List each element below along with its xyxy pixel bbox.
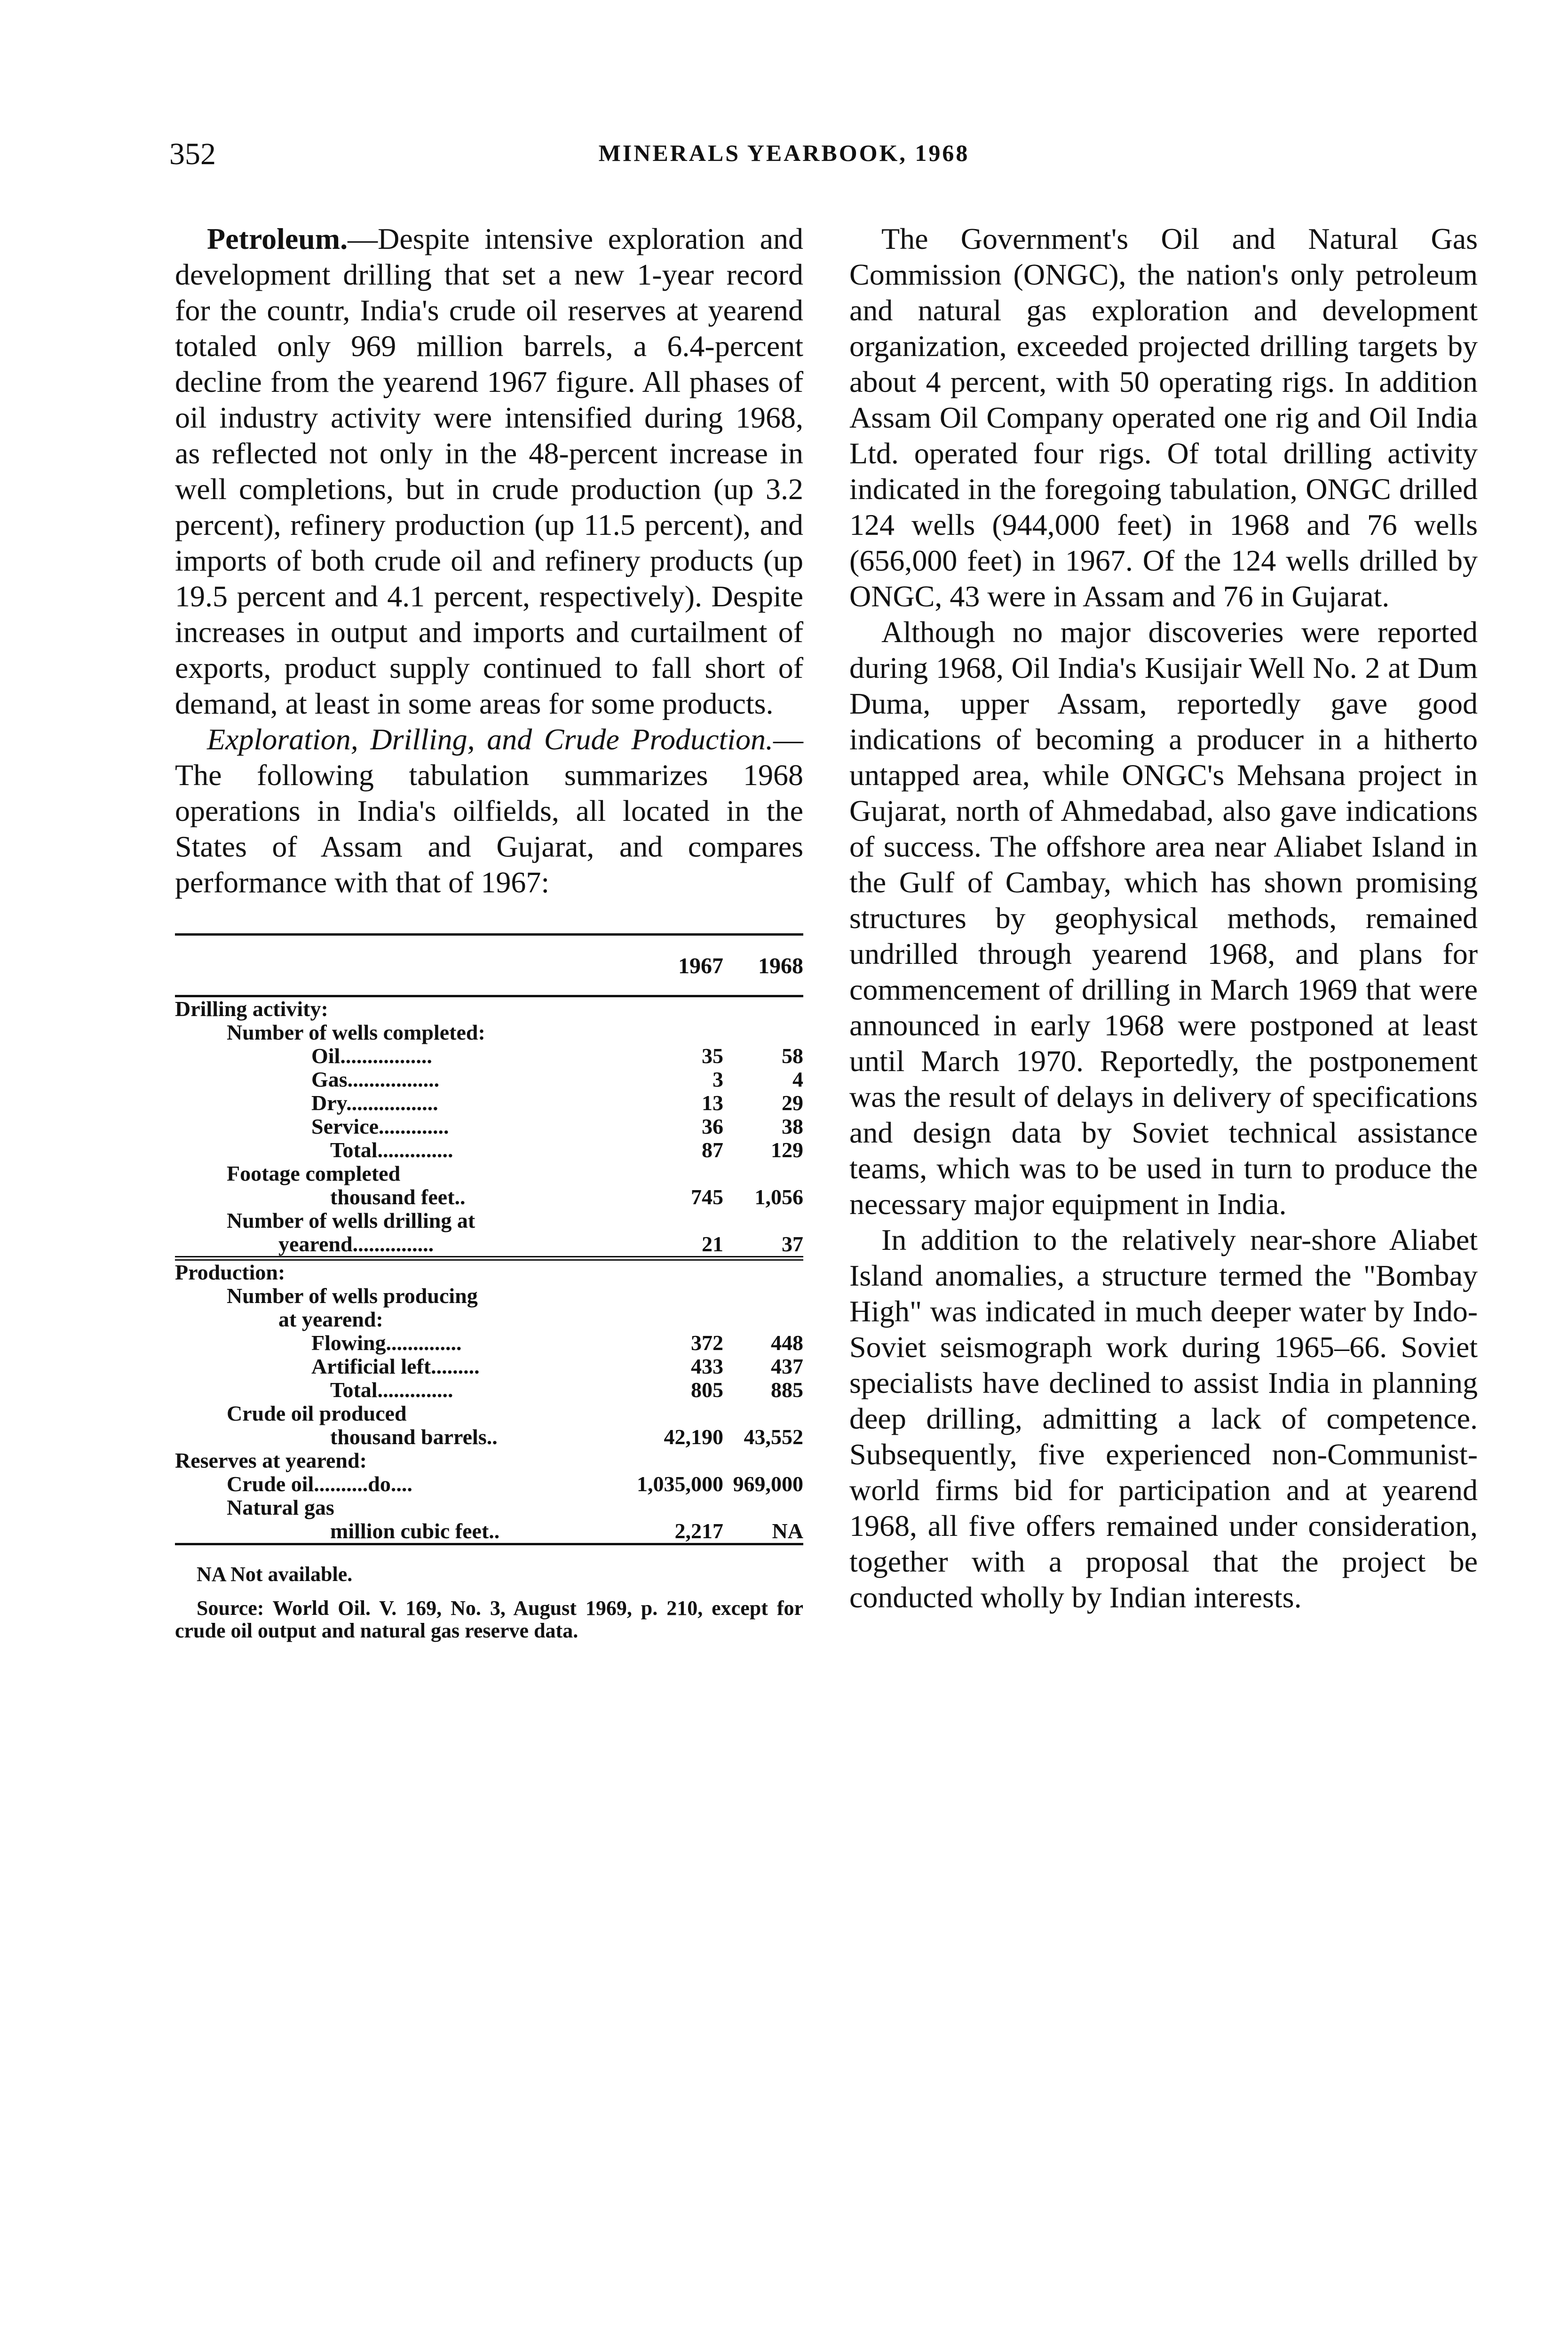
row-sublabel: million cubic feet.. bbox=[175, 1519, 606, 1544]
row-label: Crude oil produced bbox=[227, 1401, 407, 1425]
petroleum-text: —Despite intensive exploration and development drilling that set a new 1-year record for the countr, India's crude oil reserves at yearend totaled only 969 million barrels, a 6.4-percent decline from the yearend 1967 figure. All phases of oil industry activity were intensified during 1968, as reflected not only in the 48-percent increase in well completions, but in crude production (up 3.2 percent), refinery production (up 11.5 percent), and imports of both crude oil and refinery products (up 19.5 percent and 4.1 percent, respectively). Despite increases in output and imports and curtailment of exports, product supply continued to fall short of demand, at least in some areas for some products. bbox=[175, 222, 803, 720]
row-label: Number of wells producing bbox=[227, 1284, 478, 1308]
value-1967: 21 bbox=[606, 1232, 723, 1258]
table-row bbox=[175, 1425, 803, 1449]
table-row bbox=[175, 1308, 803, 1331]
value-1968: 969,000 bbox=[733, 1472, 803, 1496]
value-1967: 1,035,000 bbox=[637, 1472, 723, 1496]
value-1967: 3 bbox=[713, 1067, 723, 1091]
table-row bbox=[175, 1496, 803, 1519]
row-label: Number of wells completed: bbox=[227, 1020, 485, 1044]
table-row bbox=[175, 996, 803, 1021]
row-sublabel: thousand barrels.. bbox=[330, 1425, 498, 1449]
value-1967: 13 bbox=[702, 1091, 723, 1115]
ongc-paragraph: The Government's Oil and Natural Gas Commission (ONGC), the nation's only petroleum and natural gas exploration and development organization, exceeded projected drilling targets by about 4 percent, with 50 operating rigs. In addition Assam Oil Company operated one rig and Oil India Ltd. operated four rigs. Of total drilling activity indicated in the foregoing tabulation, ONGC drilled 124 wells (944,000 feet) in 1968 and 76 wells (656,000 feet) in 1967. Of the 124 wells drilled by ONGC, 43 were in Assam and 76 in Gujarat. bbox=[849, 222, 1478, 613]
table-row bbox=[175, 1209, 803, 1232]
petroleum-paragraph bbox=[175, 221, 803, 722]
value-1967: 36 bbox=[702, 1114, 723, 1138]
value-1968: 37 bbox=[723, 1232, 803, 1258]
value-1968: 38 bbox=[782, 1114, 803, 1138]
value-1968: 448 bbox=[771, 1331, 803, 1355]
row-label: Dry................. bbox=[311, 1091, 438, 1115]
table-row bbox=[175, 1519, 803, 1544]
row-label: Crude oil..........do.... bbox=[227, 1472, 412, 1496]
value-1967: 2,217 bbox=[606, 1519, 723, 1544]
value-1968: 437 bbox=[771, 1354, 803, 1378]
table-row bbox=[175, 1162, 803, 1185]
row-label: Natural gas bbox=[227, 1495, 334, 1519]
right-column bbox=[849, 221, 1478, 1615]
table-row bbox=[175, 1138, 803, 1162]
row-sublabel: thousand feet.. bbox=[330, 1185, 466, 1209]
row-label: Service............. bbox=[311, 1114, 449, 1138]
table-row bbox=[175, 1021, 803, 1044]
table-row bbox=[175, 1232, 803, 1258]
bombay-high-paragraph: In addition to the relatively near-shore Aliabet Island anomalies, a structure termed the "Bombay High" was indicated in much deeper water by Indo-Soviet seismograph work during 1965–66. Soviet specialists have declined to assist India in planning deep drilling, admitting a lack of competence. Subsequently, five experienced non-Communist-world firms bid for participation and at yearend 1968, all five offers remained under consideration, together with a proposal that the project be conducted wholly by Indian interests. bbox=[849, 1223, 1478, 1614]
value-1968: 43,552 bbox=[744, 1425, 803, 1449]
row-label: Gas................. bbox=[311, 1067, 440, 1091]
discoveries-paragraph: Although no major discoveries were reported during 1968, Oil India's Kusijair Well No. 2 at Dum Duma, upper Assam, reportedly gave good indications of becoming a producer in a hitherto untapped area, while ONGC's Mehsana project in Gujarat, north of Ahmedabad, also gave indications of success. The offshore area near Aliabet Island in the Gulf of Cambay, which has shown promising structures by geophysical methods, remained undrilled through yearend 1968, and plans for commencement of drilling in March 1969 that were announced in early 1968 were postponed at least until March 1970. Reportedly, the postponement was the result of delays in delivery of specifications and design data by Soviet technical assistance teams, which was to be used in turn to produce the necessary major equipment in India. bbox=[849, 615, 1478, 1221]
value-1968: 129 bbox=[771, 1138, 803, 1162]
table-row bbox=[175, 1044, 803, 1068]
table-row bbox=[175, 1284, 803, 1308]
row-label: Number of wells drilling at bbox=[227, 1208, 475, 1232]
row-label: Footage completed bbox=[227, 1161, 401, 1185]
left-column bbox=[175, 221, 803, 1653]
value-1968: NA bbox=[723, 1519, 803, 1544]
table-row bbox=[175, 1115, 803, 1138]
section-production: Production: bbox=[175, 1260, 285, 1284]
table-row bbox=[175, 1472, 803, 1496]
row-label: Oil................. bbox=[311, 1044, 432, 1068]
table-row bbox=[175, 1331, 803, 1355]
table-notes bbox=[175, 1563, 803, 1642]
table-row bbox=[175, 1068, 803, 1091]
row-label: Flowing.............. bbox=[311, 1331, 462, 1355]
value-1968: 1,056 bbox=[754, 1185, 803, 1209]
value-1967: 745 bbox=[691, 1185, 723, 1209]
section-reserves: Reserves at yearend: bbox=[175, 1448, 367, 1472]
column-header-1968: 1968 bbox=[723, 935, 803, 996]
value-1967: 805 bbox=[691, 1378, 723, 1402]
value-1967: 433 bbox=[691, 1354, 723, 1378]
exploration-text: —The following tabulation summarizes 1968 operations in India's oilfields, all located in the States of Assam and Gujarat, and compares performance with that of 1967: bbox=[175, 723, 803, 899]
section-drilling-activity: Drilling activity: bbox=[175, 997, 328, 1021]
row-label: Artificial left......... bbox=[311, 1354, 480, 1378]
page-number: 352 bbox=[169, 137, 216, 171]
table-row bbox=[175, 1258, 803, 1284]
table-row bbox=[175, 1402, 803, 1425]
value-1967: 35 bbox=[702, 1044, 723, 1068]
value-1967: 87 bbox=[702, 1138, 723, 1162]
row-label: Total.............. bbox=[330, 1378, 453, 1402]
table-row bbox=[175, 1449, 803, 1472]
source-footnote: Source: World Oil. V. 169, No. 3, August 1969, p. 210, except for crude oil output and natural gas reserve data. bbox=[175, 1597, 803, 1642]
exploration-paragraph bbox=[175, 722, 803, 900]
na-footnote: NA Not available. bbox=[197, 1563, 353, 1586]
value-1967: 372 bbox=[691, 1331, 723, 1355]
exploration-heading: Exploration, Drilling, and Crude Production. bbox=[207, 723, 773, 756]
petroleum-heading: Petroleum. bbox=[207, 222, 348, 255]
row-label: Total.............. bbox=[330, 1138, 453, 1162]
row-label: at yearend: bbox=[278, 1307, 383, 1331]
value-1968: 58 bbox=[782, 1044, 803, 1068]
table-label-header bbox=[175, 935, 606, 996]
column-header-1967: 1967 bbox=[606, 935, 723, 996]
value-1968: 4 bbox=[792, 1067, 803, 1091]
row-sublabel: yearend............... bbox=[175, 1232, 606, 1258]
table-row bbox=[175, 1185, 803, 1209]
table-row bbox=[175, 1091, 803, 1115]
value-1967: 42,190 bbox=[664, 1425, 723, 1449]
value-1968: 29 bbox=[782, 1091, 803, 1115]
oilfield-operations-table bbox=[175, 933, 803, 1545]
table-row bbox=[175, 1355, 803, 1378]
table-row bbox=[175, 1378, 803, 1402]
running-head: MINERALS YEARBOOK, 1968 bbox=[598, 140, 970, 166]
value-1968: 885 bbox=[771, 1378, 803, 1402]
